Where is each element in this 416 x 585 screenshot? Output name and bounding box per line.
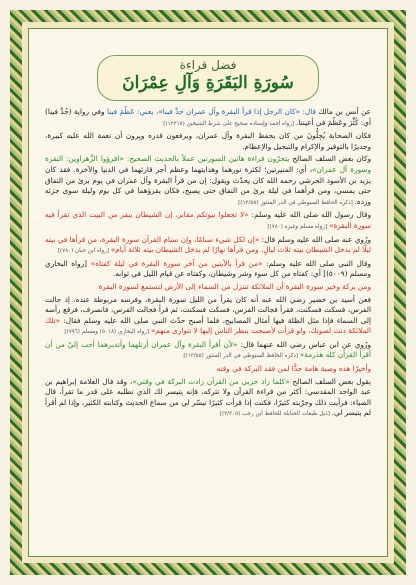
paragraph-segment: [رواه مسلم وغيره (٧٨٠)]	[267, 223, 329, 230]
paragraph-segment: فعن أسيد بن حضير رضي الله عنه أنه كان يقرأ من الليل سورة البقرة، وفرسه مربوطة عنده، إذ جالت الفرس، فسكت فسكنت، فقرأ فجالت الفرس، فسكت فسكنت، ثم قرأ فجالت الفرس، فانصرف، فرفع رأسه إلى السماء فإذا مثل الظلة فيها أمثال المصابيح، فلما أصبح حدّث النبي صلى الله عليه وسلم فقال:	[45, 294, 371, 325]
paragraph-segment: «كلما زاد حزبي من القرآن زادت البركة في وقتي»	[132, 376, 290, 386]
page-title-small: فضل قراءة	[179, 58, 237, 72]
paragraph-segment: «لأن أقرأ البقرة وآل عمران أرتلهما وأتدبرهما أحب إليّ من أن أقرأ القرآن كله هذرمة»	[45, 339, 371, 360]
paragraph	[45, 340, 371, 362]
paragraph-segment: وفي رواية (جُدَّ فينا) أي: كُثِّرَ وعَظُمَ في أعيننا.	[45, 107, 371, 127]
paragraph-segment: عن أنس بن مالك	[315, 107, 371, 116]
paragraph-segment: [ذكره الحافظ السيوطي في الدر المنثور (١٢/٥٥)]	[238, 199, 355, 206]
paragraph-segment: [ذكره الحافظ السيوطي في الدر المنثور (١٢/٥٥)]	[183, 353, 300, 360]
paragraph-segment: «تلك الملائكة دنت لصوتك، ولو قرأت لأصبحت ينظر الناس إليها لا تتوارى منهم»	[45, 315, 371, 336]
paragraph-segment: ومن بركة وخير سورة البقرة أن الملائكة تتنزل من السماء إلى الأرض لتستمع لسورة البقرة	[98, 281, 371, 291]
paragraph-segment: وقال رسول الله صلى الله عليه وسلم:	[248, 210, 371, 220]
paragraph	[45, 364, 371, 375]
page-title-cartouche	[97, 55, 319, 101]
paragraph-segment: «لا تجعلوا بيوتكم مقابر، إن الشيطان ينفر من البيت الذي تقرأ فيه سورة البقرة»	[45, 210, 371, 230]
paragraph-segment: وأخيرًا هذه وصية هامة جدًّا لمن فقد البركة في وقته	[216, 364, 371, 374]
paragraph-segment: يقول بعض السلف الصالح	[289, 376, 372, 386]
paragraph	[45, 235, 371, 257]
paragraph-segment: يُجِلُّونَ من كان يحفظ البقرة وآل عمران، ويرفعون قدره ويرون أن نعمة الله عليه كبيرة	[47, 131, 326, 141]
paragraph	[45, 377, 371, 420]
paragraph-segment: «إن لكل شيء سنامًا، وإن سنام القرآن سورة البقرة، من قرأها في بيته ليلًا لم يدخل الشيطان بيته ثلاث ليالٍ، ومن قرأها نهارًا لم يدخل الشيطان بيته ثلاثة أيام»	[45, 234, 371, 255]
page-frame	[10, 10, 406, 575]
paragraph-segment: [ذيل طبقات الحنابلة للحافظ ابن رجب (٢/٢٠٥)]	[219, 411, 332, 418]
paragraph-segment: ، وجديرًا بالتوقير والإكرام والتبجيل والإعظام.	[45, 131, 371, 151]
paragraph-segment: «من قرأ بالآيتين من آخر سورة البقرة في ليلة كفتاه»	[90, 258, 263, 268]
paragraph	[45, 154, 371, 208]
paragraph-segment: ورُوي عن ابن عباس رضي الله عنهما قال:	[237, 339, 371, 349]
paragraph-segment: ، وقد قال العلامة إبراهيم بن عبد الواحد المقدسي: أكثر من قراءة القرآن ولا تتركه، فإنه يتيسر لك الذي تطلبه على قدر ما تقرأ، قال الضياء: فرأيت ذلك وجرّبته كثيرًا، فكنت إذا قرأت كثيرًا تيسّر لي من سماع الحديث وكتابته الكثير، وإذا لم أقرأ لم يتيسر لي.	[45, 376, 371, 418]
body-text	[45, 107, 371, 420]
paragraph-segment: قال: «كان الرجل إذا قرأ البقرة وآل عمران جدَّ فينا»، يعني: عَظُمَ فينا	[106, 107, 316, 116]
paragraph	[45, 282, 371, 293]
paragraph-segment: [رواه ابن حبان (٧٨٠)]	[57, 248, 111, 255]
inner-frame	[28, 28, 388, 557]
page-title: سُورَةِ البَقَرَةِ وَآلِ عِمْرَانَ	[122, 73, 294, 93]
paragraph-segment: وكان بعض السلف الصالح	[289, 154, 371, 164]
paragraph	[45, 131, 371, 152]
paragraph-segment: فكان الصحابة	[325, 131, 371, 141]
paragraph-segment: وقال النبي صلى الله عليه وسلم:	[262, 258, 372, 268]
paragraph	[45, 107, 371, 129]
paragraph-segment: [رواه البخاري (٥٠١٨) ومسلم (٧٩٦)]	[64, 329, 151, 336]
paragraph-segment: يتحرّون قراءة هاتين السورتين عملاً بالحديث الصحيح: «اقرؤوا الزَّهراوين: البقرة وسورة آل عمران»	[45, 154, 371, 174]
paragraph	[45, 259, 371, 280]
paragraph-segment: [رواه أحمد وإسناده صحيح على شرط الشيخين (١٢٢١٥)]	[163, 120, 296, 127]
paragraph-segment: ، أي: المنيرتين؛ لكثرة نورهما وهدايتهما وعظم أجر قارئهما في الدنيا والآخرة. فقد كان يزيد بن الأسود الجرشي رحمه الله كان يحدّث ويقول: إن من قرأ البقرة وآل عمران في يوم برئ من النفاق حتى يمسي، ومن قرأهما في ليلة برئ من النفاق حتى يصبح، فكان يقرؤهما في كل يوم وليلة سوى جزئه ورده.	[45, 164, 371, 206]
paragraph	[45, 210, 371, 232]
paragraph-segment: ورُوي عنه صلى الله عليه وسلم قال:	[259, 234, 371, 244]
paragraph-segment: [رواه البخاري ومسلم (٥٠٠٩)] أي: كفتاه من كل سوء وشر وشيطان، وكفتاه عن قيام الليل في ثوابه.	[45, 258, 371, 279]
page-content	[45, 55, 371, 542]
paragraph	[45, 295, 371, 338]
